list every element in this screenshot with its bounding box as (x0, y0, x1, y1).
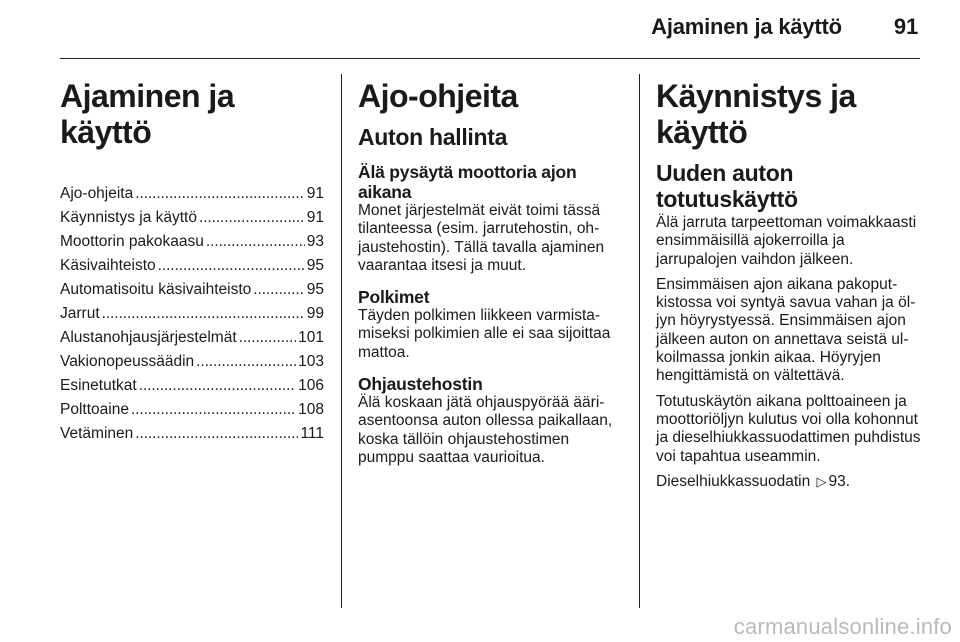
section-title: Käynnistys ja käyttö (656, 78, 856, 150)
cross-reference[interactable] (656, 473, 922, 491)
toc-entry[interactable] (60, 278, 324, 302)
page-number: 91 (893, 14, 918, 39)
toc-entry[interactable] (60, 422, 324, 446)
toc-entry[interactable] (60, 350, 324, 374)
toc-leader-dots (239, 326, 297, 350)
toc-leader-dots (253, 278, 304, 302)
toc-entry-page: 95 (306, 281, 324, 298)
column-starting-operating (656, 64, 922, 498)
section-subtitle: Auton hallinta (358, 124, 508, 150)
reference-label: Dieselhiukkassuodatin (656, 472, 811, 490)
column-driving-hints (358, 64, 620, 474)
section-subtitle: Uuden auton totutuskäyttö (656, 160, 798, 212)
toc-entry[interactable] (60, 302, 324, 326)
toc-leader-dots (102, 302, 305, 326)
text-pedals: Täyden polkimen liikkeen varmistamiseksi polkimien alle ei saa sijoittaa mattoa. (358, 307, 611, 361)
section-title: Ajo-ohjeita (358, 78, 518, 114)
toc-entry-page: 91 (306, 209, 324, 226)
toc-entry-label: Vakionopeussäädin (60, 353, 195, 370)
column-divider-1 (341, 74, 342, 608)
running-header (651, 14, 918, 40)
toc-entry-page: 93 (306, 233, 324, 250)
toc-entry-label: Käsivaihteisto (60, 257, 156, 274)
toc-leader-dots (135, 422, 298, 446)
toc-entry-page: 103 (298, 353, 324, 370)
toc-entry-label: Automatisoitu käsivaihteisto (60, 281, 252, 298)
toc-entry[interactable] (60, 254, 324, 278)
chapter-title: Ajaminen ja käyttö (60, 78, 235, 150)
toc-entry[interactable] (60, 374, 324, 398)
table-of-contents (60, 182, 324, 446)
toc-leader-dots (158, 254, 305, 278)
column-divider-2 (639, 74, 640, 608)
text-power-steering: Älä koskaan jätä ohjauspyörää ääriasentoonsa auton ollessa paikallaan, koska tällöin ohjaustehostimen pumppu saattaa vaurioitua. (358, 394, 613, 466)
paragraph-braking: Älä jarruta tarpeettoman voimakkaasti ensimmäisillä ajokerroilla ja jarrupalojen vaihdon jälkeen. (656, 214, 917, 268)
paragraph-first-drive: Ensimmäisen ajon aikana pakoputkistossa voi syntyä savua vahan ja öljyn höyrystyessä. Ensimmäisen ajon jälkeen auton on annettava seistä ulkoilmassa jonkin aikaa. Höyryjen hengittämistä on vältettävä. (656, 275, 916, 385)
watermark: carmanualsonline.info (733, 614, 952, 639)
toc-entry-page: 106 (298, 377, 324, 394)
toc-entry-label: Esinetutkat (60, 377, 137, 394)
toc-leader-dots (135, 182, 305, 206)
toc-entry[interactable] (60, 206, 324, 230)
toc-entry-page: 95 (306, 257, 324, 274)
toc-leader-dots (131, 398, 296, 422)
toc-entry-label: Polttoaine (60, 401, 129, 418)
toc-entry-page: 91 (306, 185, 324, 202)
toc-entry-label: Käynnistys ja käyttö (60, 209, 197, 226)
toc-entry-label: Moottorin pakokaasu (60, 233, 204, 250)
text-engine-stop: Monet järjestelmät eivät toimi tässä tilanteessa (esim. jarrutehostin, ohjaustehostin). Tällä tavalla ajaminen vaarantaa itsesi ja muut. (358, 202, 605, 274)
toc-leader-dots (206, 230, 305, 254)
column-toc (60, 64, 324, 446)
heading-engine-stop: Älä pysäytä moottoria ajon aikana (358, 162, 577, 202)
toc-entry[interactable] (60, 230, 324, 254)
toc-entry[interactable] (60, 182, 324, 206)
heading-power-steering: Ohjaustehostin (358, 374, 483, 395)
toc-entry-label: Jarrut (60, 305, 100, 322)
header-rule (60, 58, 920, 59)
toc-entry[interactable] (60, 398, 324, 422)
toc-leader-dots (196, 350, 296, 374)
toc-entry-label: Vetäminen (60, 425, 134, 442)
running-header-title: Ajaminen ja käyttö (651, 14, 842, 39)
toc-entry-label: Ajo-ohjeita (60, 185, 134, 202)
toc-entry-page: 111 (300, 425, 324, 442)
heading-pedals: Polkimet (358, 287, 430, 308)
toc-entry-page: 101 (298, 329, 324, 346)
toc-entry[interactable] (60, 326, 324, 350)
reference-page: 93. (828, 472, 851, 490)
toc-entry-page: 108 (298, 401, 324, 418)
page-reference-icon: ▷ (816, 473, 827, 489)
toc-leader-dots (139, 374, 296, 398)
toc-entry-label: Alustanohjausjärjestelmät (60, 329, 237, 346)
toc-leader-dots (199, 206, 305, 230)
paragraph-consumption: Totutuskäytön aikana polttoaineen ja moottoriöljyn kulutus voi olla kohonnut ja dieselhiukkassuodattimen puhdistus voi tapahtua useammin. (656, 392, 921, 465)
toc-entry-page: 99 (306, 305, 324, 322)
